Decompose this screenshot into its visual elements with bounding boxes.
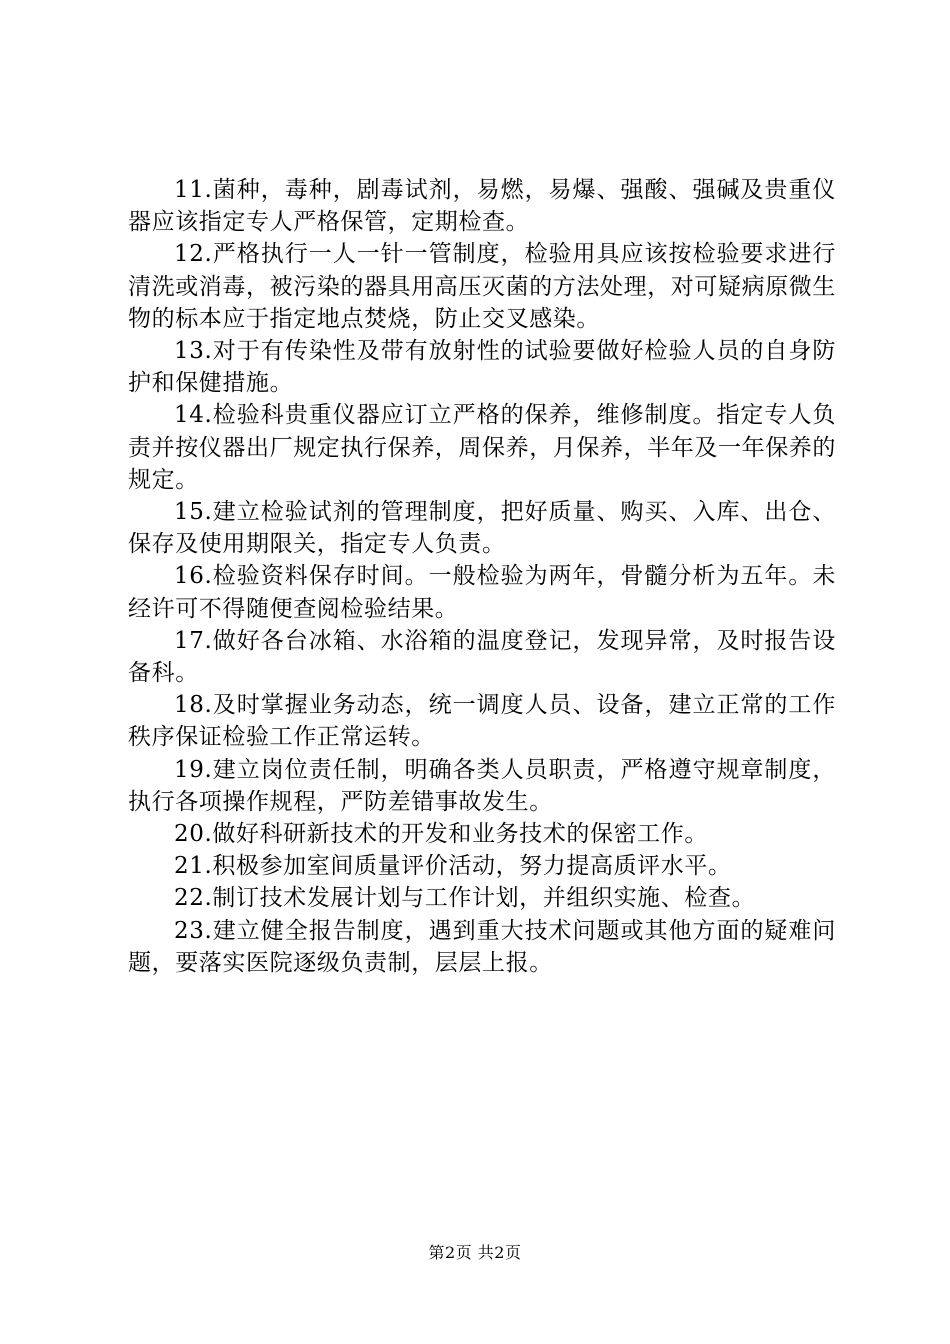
paragraph-item-20: 20.做好科研新技术的开发和业务技术的保密工作。 — [174, 821, 708, 848]
page-number-label: 第2页 共2页 — [428, 1243, 522, 1262]
paragraph-item-12: 12.严格执行一人一针一管制度，检验用具应该按检验要求进行清洗或消毒，被污染的器具用高压灭菌的方法处理，对可疑病原微生物的标本应于指定地点焚烧，防止交叉感染。 — [128, 241, 836, 332]
paragraph-item-17: 17.做好各台冰箱、水浴箱的温度登记，发现异常，及时报告设备科。 — [128, 627, 836, 687]
paragraph-item-22: 22.制订技术发展计划与工作计划，并组织实施、检查。 — [174, 885, 756, 912]
paragraph-item-16: 16.检验资料保存时间。一般检验为两年，骨髓分析为五年。未经许可不得随便查阅检验结果。 — [128, 563, 836, 622]
paragraph-item-11: 11.菌种，毒种，剧毒试剂，易燃，易爆、强酸、强碱及贵重仪器应该指定专人严格保管，定期检查。 — [128, 177, 836, 236]
paragraph-item-23: 23.建立健全报告制度，遇到重大技术问题或其他方面的疑难问题，要落实医院逐级负责制，层层上报。 — [128, 917, 836, 976]
paragraph-item-21: 21.积极参加室间质量评价活动，努力提高质评水平。 — [174, 853, 732, 880]
paragraph-item-18: 18.及时掌握业务动态，统一调度人员、设备，建立正常的工作秩序保证检验工作正常运转。 — [128, 692, 836, 751]
paragraph-item-19: 19.建立岗位责任制，明确各类人员职责，严格遵守规章制度，执行各项操作规程，严防差错事故发生。 — [128, 756, 836, 815]
document-body — [128, 174, 836, 979]
paragraph-item-13: 13.对于有传染性及带有放射性的试验要做好检验人员的自身防护和保健措施。 — [128, 338, 836, 397]
paragraph-item-14: 14.检验科贵重仪器应订立严格的保养，维修制度。指定专人负责并按仪器出厂规定执行保养，周保养，月保养，半年及一年保养的规定。 — [128, 402, 836, 493]
paragraph-item-15: 15.建立检验试剂的管理制度，把好质量、购买、入库、出仓、保存及使用期限关，指定专人负责。 — [128, 499, 836, 558]
page-footer — [0, 1242, 950, 1264]
